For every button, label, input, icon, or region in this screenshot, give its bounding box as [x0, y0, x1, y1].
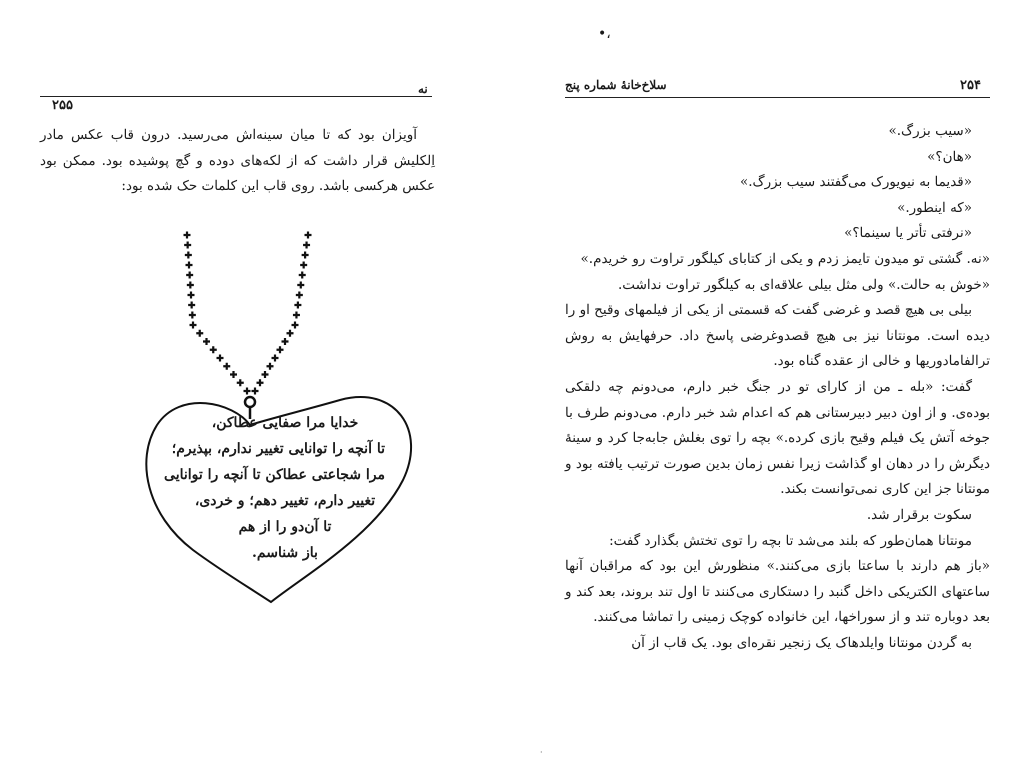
chain-bead	[287, 330, 294, 337]
bottom-mark: ·	[540, 748, 543, 757]
inscription-line: باز شناسم.	[252, 545, 318, 561]
chain-bead	[305, 232, 312, 239]
chain-bead	[217, 355, 224, 362]
chain-bead	[187, 282, 194, 289]
paragraph: «نه. گشتی تو میدون تایمز زدم و یکی از کتابای کیلگور تراوت رو خریدم.»	[580, 250, 990, 267]
paragraph: «باز هم دارند با ساعتا بازی می‌کنند.» منظورش این بود که مراقبان آنها ساعتهای الکتریکی داخل گنبد را دستکاری می‌کنند تا اول تند بروند، بعد کند و بعد دوباره تند و از سوراخها، این خانواده کوچک زمینی را تماشا می‌کنند.	[565, 558, 990, 626]
chain-bead	[184, 242, 191, 249]
chain-bead	[186, 262, 193, 269]
chain-bead	[189, 312, 196, 319]
chain-bead	[188, 292, 195, 299]
chain-bead	[223, 363, 230, 370]
chain-bead	[185, 252, 192, 259]
chain-bead	[257, 379, 264, 386]
left-paragraph: آویزان بود که تا میان سینه‌اش می‌رسید. درون قاب عکس مادر اِلکلیش قرار داشت که از لکه‌های دوده و گچ پوشیده بود. ممکن بود عکس هرکسی باشد. روی قاب این کلمات حک شده بود:	[40, 127, 435, 195]
paragraph: «خوش به حالت.» ولی مثل بیلی علاقه‌ای به کیلگور تراوت نداشت.	[618, 276, 990, 293]
chain-bead	[296, 292, 303, 299]
chain-bead	[297, 282, 304, 289]
chain-bead	[277, 346, 284, 353]
inscription-line: تغییر دارم، تغییر دهم؛ و خردی،	[194, 493, 376, 509]
chain-bead	[282, 338, 289, 345]
chain-bead	[267, 363, 274, 370]
paragraph: «نرفتی تأتر یا سینما؟»	[844, 225, 972, 242]
chain-bead	[196, 330, 203, 337]
right-page-number: ۲۵۴	[960, 78, 981, 93]
chain-bead	[302, 252, 309, 259]
chain-bead	[300, 262, 307, 269]
chain-bead	[244, 388, 251, 395]
pendant-inscription	[164, 410, 385, 566]
paragraph: «که اینطور.»	[897, 199, 972, 216]
left-running-head: نه	[418, 82, 428, 96]
paragraph: گفت: «بله ـ من از کارای تو در جنگ خبر دارم، می‌دونم چه دلقکی بوده‌ی. و از اون دبیر دبیرستانی هم که اعدام شد خبر دارم. می‌دونم طرف با جوخه آتش یک فیلم وقیح بازی کرده.» بچه را توی بغلش جابه‌جا کرد و سینهٔ دیگرش را در دهان او گذاشت زیرا نفس زمان بدین صورت ترتیب یافته بود و مونتانا جز این کاری نمی‌توانست بکند.	[565, 378, 990, 498]
right-running-head: سلاخ‌خانهٔ شماره پنج	[565, 78, 667, 92]
paragraph: «قدیما به نیویورک می‌گفتند سیب بزرگ.»	[739, 174, 972, 191]
paragraph: سکوت برقرار شد.	[866, 506, 972, 523]
chain-bead	[303, 242, 310, 249]
chain-bead	[190, 322, 197, 329]
chain-bead	[203, 338, 210, 345]
chain-bead	[230, 371, 237, 378]
paragraph: مونتانا همان‌طور که بلند می‌شد تا بچه را توی تختش بگذارد گفت:	[609, 532, 972, 549]
paragraph: «هان؟»	[927, 148, 972, 165]
paragraph: به گردن مونتانا وایلدهاک یک زنجیر نقره‌ای بود. یک قاب از آن	[631, 634, 972, 651]
chain-bead	[293, 312, 300, 319]
heart-pendant	[125, 215, 455, 610]
left-header-rule	[40, 96, 432, 97]
right-page	[515, 0, 1030, 760]
chain-bead	[184, 232, 191, 239]
chain-bead	[186, 272, 193, 279]
paragraph: بیلی بی هیچ قصد و غرضی گفت که قسمتی از یکی از فیلمهای وقیح او را دیده است. مونتانا نیز بی هیچ قصدوغرضی پاسخ داد. حرفهایش به روش ترالفامادوریها و خالی از عقده گناه بود.	[565, 302, 990, 370]
inscription-line: تا آنچه را توانایی تغییر ندارم، بپذیرم؛	[171, 441, 385, 457]
chain-bead	[272, 355, 279, 362]
chain-bead	[188, 302, 195, 309]
right-header-rule	[565, 97, 990, 98]
pendant-ring	[245, 397, 255, 407]
pendant-chain	[184, 232, 312, 395]
inscription-line: تا آن‌دو را از هم	[238, 519, 332, 535]
top-mark: •،	[598, 26, 611, 42]
paragraph: «سیب بزرگ.»	[888, 123, 972, 139]
right-text-body	[565, 119, 990, 656]
chain-bead	[262, 371, 269, 378]
inscription-line: مرا شجاعتی عطاکن تا آنچه را توانایی	[164, 467, 385, 483]
chain-bead	[294, 302, 301, 309]
chain-bead	[292, 322, 299, 329]
chain-bead	[252, 388, 259, 395]
chain-bead	[210, 346, 217, 353]
chain-bead	[237, 379, 244, 386]
inscription-line: خدایا مرا صفایی عطاکن،	[211, 415, 359, 431]
left-page-number: ۲۵۵	[52, 98, 73, 113]
chain-bead	[299, 272, 306, 279]
